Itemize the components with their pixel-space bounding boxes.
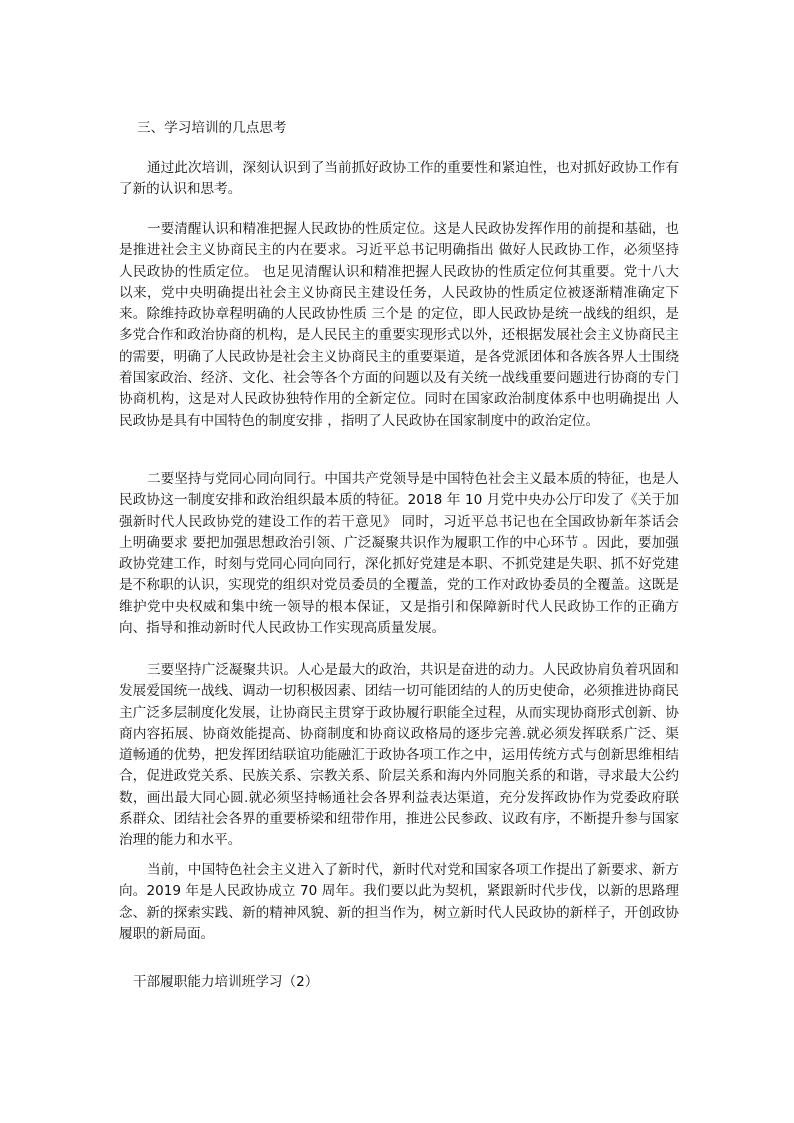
paragraph-point-three: 三要坚持广泛凝聚共识。人心是最大的政治，共识是奋进的动力。人民政协肩负着巩固和发展爱国统一战线、调动一切积极因素、团结一切可能团结的人的历史使命，必须推进协商民主广泛多层制度化发展，让协商民主贯穿于政协履行职能全过程，从而实现协商形式创新、协商内容拓展、协商效能提高、协商制度和协商议政格局的逐步完善.就必须发挥联系广泛、渠道畅通的优势，把发挥团结联谊功能融汇于政协各项工作之中，运用传统方式与创新思维相结合，促进政党关系、民族关系、宗教关系、阶层关系和海内外同胞关系的和谐，寻求最大公约数，画出最大同心圆.就必须坚持畅通社会各界利益表达渠道，充分发挥政协作为党委政府联系群众、团结社会各界的重要桥梁和纽带作用，推进公民参政、议政有序，不断提升参与国家治理的能力和水平。 (119, 662, 679, 849)
paragraph-point-one: 一要清醒认识和精准把握人民政协的性质定位。这是人民政协发挥作用的前提和基础，也是推进社会主义协商民主的内在要求。习近平总书记明确指出 做好人民政协工作，必须坚持人民政协的性质定位。 也足见清醒认识和精准把握人民政协的性质定位何其重要。党十八大以来，党中央明确提出社会主义协商民主建设任务，人民政协的性质定位被逐渐精准确定下来。除维持政协章程明确的人民政协性质 三个是 的定位，即人民政协是统一战线的组织，是多党合作和政治协商的机构，是人民民主的重要实现形式以外，还根据发展社会主义协商民主的需要，明确了人民政协是社会主义协商民主的重要渠道，是各党派团体和各族各界人士围绕着国家政治、经济、文化、社会等各个方面的问题以及有关统一战线重要问题进行协商的专门协商机构，这是对人民政协独特作用的全新定位。同时在国家政治制度体系中也明确提出 人民政协是具有中国特色的制度安排 ，指明了人民政协在国家制度中的政治定位。 (119, 221, 679, 429)
paragraph-point-two: 二要坚持与党同心同向同行。中国共产党领导是中国特色社会主义最本质的特征，也是人民政协这一制度安排和政治组织最本质的特征。2018 年 10 月党中央办公厅印发了《关于加强新时代人民政协党的建设工作的若干意见》 同时，习近平总书记也在全国政协新年茶话会上明确要求 要把加强思想政治引领、广泛凝聚共识作为履职工作的中心环节 。因此，要加强政协党建工作，时刻与党同心同向同行，深化抓好党建是本职、不抓党建是失职、抓不好党建是不称职的认识，实现党的组织对党员委员的全覆盖，党的工作对政协委员的全覆盖。这既是维护党中央权威和集中统一领导的根本保证，又是指引和保障新时代人民政协工作的正确方向、指导和推动新时代人民政协工作实现高质量发展。 (119, 471, 679, 637)
next-document-title: 干部履职能力培训班学习（2） (133, 974, 319, 990)
section-heading: 三、学习培训的几点思考 (137, 120, 287, 136)
paragraph-intro: 通过此次培训，深刻认识到了当前抓好政协工作的重要性和紧迫性，也对抓好政协工作有了新的认识和思考。 (119, 160, 679, 198)
paragraph-conclusion: 当前，中国特色社会主义进入了新时代，新时代对党和国家各项工作提出了新要求、新方向。2019 年是人民政协成立 70 周年。我们要以此为契机，紧跟新时代步伐，以新的思路理念、新的探索实践、新的精神风貌、新的担当作为，树立新时代人民政协的新样子，开创政协履职的新局面。 (119, 862, 679, 942)
